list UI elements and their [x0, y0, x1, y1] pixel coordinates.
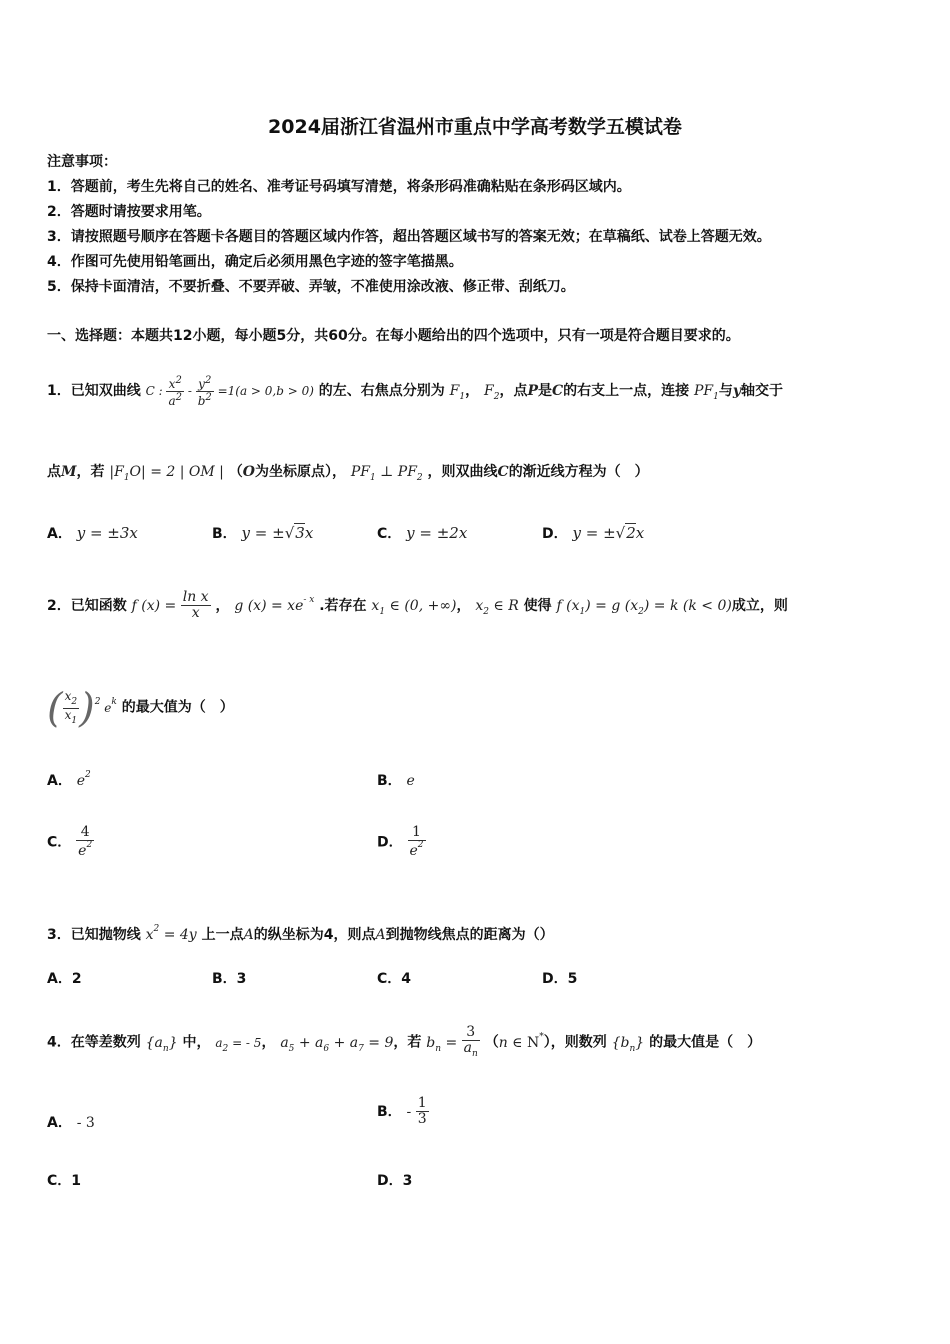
notice-item: 1．答题前，考生先将自己的姓名、准考证号码填写清楚，将条形码准确粘贴在条形码区域内。: [47, 179, 631, 195]
q2-condition-formula: f $(x_1) = g$ $(x_2) = k$ (k < 0): [556, 597, 732, 617]
q2-option-d[interactable]: D． $\frac{1}{e^2}$: [377, 824, 424, 860]
q4-option-a[interactable]: A． - 3: [47, 1115, 95, 1131]
question-1-line-1: 1．已知双曲线 C : $\frac{x^2}{a^2}$ - $\frac{y^2}{b^2}$ =1(a > 0,b > 0) 的左、右焦点分别为 $F_1$， $F_2$，点P是C的右支上一点，连接 $PF_1$与y轴交于: [47, 375, 784, 409]
q1-f2: $F_2$: [484, 383, 500, 403]
q4-bn-formula: $b_n$ = $\frac{3}{a_n}$: [426, 1024, 478, 1060]
q2-expression: ( $\frac{x_2}{x_1}$ )$^2$ $e^k$: [47, 685, 117, 731]
q1-condition-formula: $|F_1O| = 2$ | OM |: [109, 464, 224, 483]
q3-parabola-formula: $x^2 = 4y$: [145, 924, 197, 943]
question-1-line-2: 点M，若 $|F_1O| = 2$ | OM | （O为坐标原点）， $PF_1$ ⊥ $PF_2$ ，则双曲线C的渐近线方程为（ ）: [47, 464, 649, 483]
notice-item: 3．请按照题号顺序在答题卡各题目的答题区域内作答，超出答题区域书写的答案无效；在草稿纸、试卷上答题无效。: [47, 229, 771, 245]
question-2-line-1: 2．已知函数 f (x) = $\frac{\text{ln x}}{x}$ ， g $(x) = xe^{- x}$ .若存在 $x_1$ ∈ (0, +∞)， $x_2$ ∈ R 使得 f $(x_1) = g$ $(x_2) = k$ (k < 0)成立，则: [47, 589, 788, 622]
q1-option-b[interactable]: B． y = ±√3x: [212, 524, 314, 542]
notice-item: 2．答题时请按要求用笔。: [47, 204, 211, 220]
q4-a2-formula: $a_2$ = - 5: [215, 1035, 262, 1054]
q1-perp-formula: $PF_1$ ⊥ $PF_2$: [350, 464, 423, 483]
q4-option-b[interactable]: B． - $\frac{1}{3}$: [377, 1095, 427, 1128]
q2-x2-domain: $x_2$ ∈ R: [475, 597, 519, 617]
question-4: 4．在等差数列 $\{a_n\}$ 中， $a_2$ = - 5， $a_5 + a_6 + a_7 = 9$，若 $b_n$ = $\frac{3}{a_n}$ （n ∈ N*），则数列 $\{b_n\}$ 的最大值是（ ）: [47, 1024, 762, 1060]
q1-hyperbola-formula: C : $\frac{x^2}{a^2}$ - $\frac{y^2}{b^2}$ =1(a > 0,b > 0): [145, 375, 314, 409]
q4-option-d[interactable]: D．3: [377, 1173, 413, 1189]
q3-option-c[interactable]: C．4: [377, 971, 412, 987]
question-3: 3．已知抛物线 $x^2 = 4y$ 上一点A的纵坐标为4，则点A到抛物线焦点的距离为（）: [47, 924, 554, 943]
q1-pf1: $PF_1$: [694, 383, 719, 403]
q2-g-formula: g $(x) = xe^{- x}$: [234, 594, 315, 614]
q1-text: 1．已知双曲线: [47, 383, 141, 400]
notice-heading: 注意事项：: [47, 154, 117, 170]
q3-option-d[interactable]: D．5: [542, 971, 578, 987]
section-heading: 一、选择题：本题共12小题，每小题5分，共60分。在每小题给出的四个选项中，只有一项是符合题目要求的。: [47, 328, 740, 344]
q3-option-b[interactable]: B．3: [212, 971, 247, 987]
question-2-line-2: ( $\frac{x_2}{x_1}$ )$^2$ $e^k$ 的最大值为（ ）: [47, 685, 234, 731]
q1-option-c[interactable]: C． y = ±2x: [377, 524, 468, 542]
notice-item: 5．保持卡面清洁，不要折叠、不要弄破、弄皱，不准使用涂改液、修正带、刮纸刀。: [47, 279, 575, 295]
q1-f1: $F_1$: [449, 383, 466, 403]
page-title: 2024届浙江省温州市重点中学高考数学五模试卷: [268, 116, 682, 138]
notice-item: 4．作图可先使用铅笔画出，确定后必须用黑色字迹的签字笔描黑。: [47, 254, 463, 270]
q4-option-c[interactable]: C．1: [47, 1173, 82, 1189]
q2-option-b[interactable]: B． e: [377, 773, 415, 789]
q1-option-a[interactable]: A． y = ±3x: [47, 524, 138, 542]
q3-option-a[interactable]: A．2: [47, 971, 82, 987]
q2-f-formula: f (x) = $\frac{\text{ln x}}{x}$: [131, 589, 209, 622]
q2-option-c[interactable]: C． $\frac{4}{e^2}$: [47, 824, 93, 860]
q1-option-d[interactable]: D． y = ±√2x: [542, 524, 645, 542]
q4-sum-formula: $a_5 + a_6 + a_7 = 9$: [280, 1034, 394, 1054]
q2-option-a[interactable]: A． $e^2$: [47, 770, 91, 789]
q2-x1-domain: $x_1$ ∈ (0, +∞): [371, 597, 457, 617]
